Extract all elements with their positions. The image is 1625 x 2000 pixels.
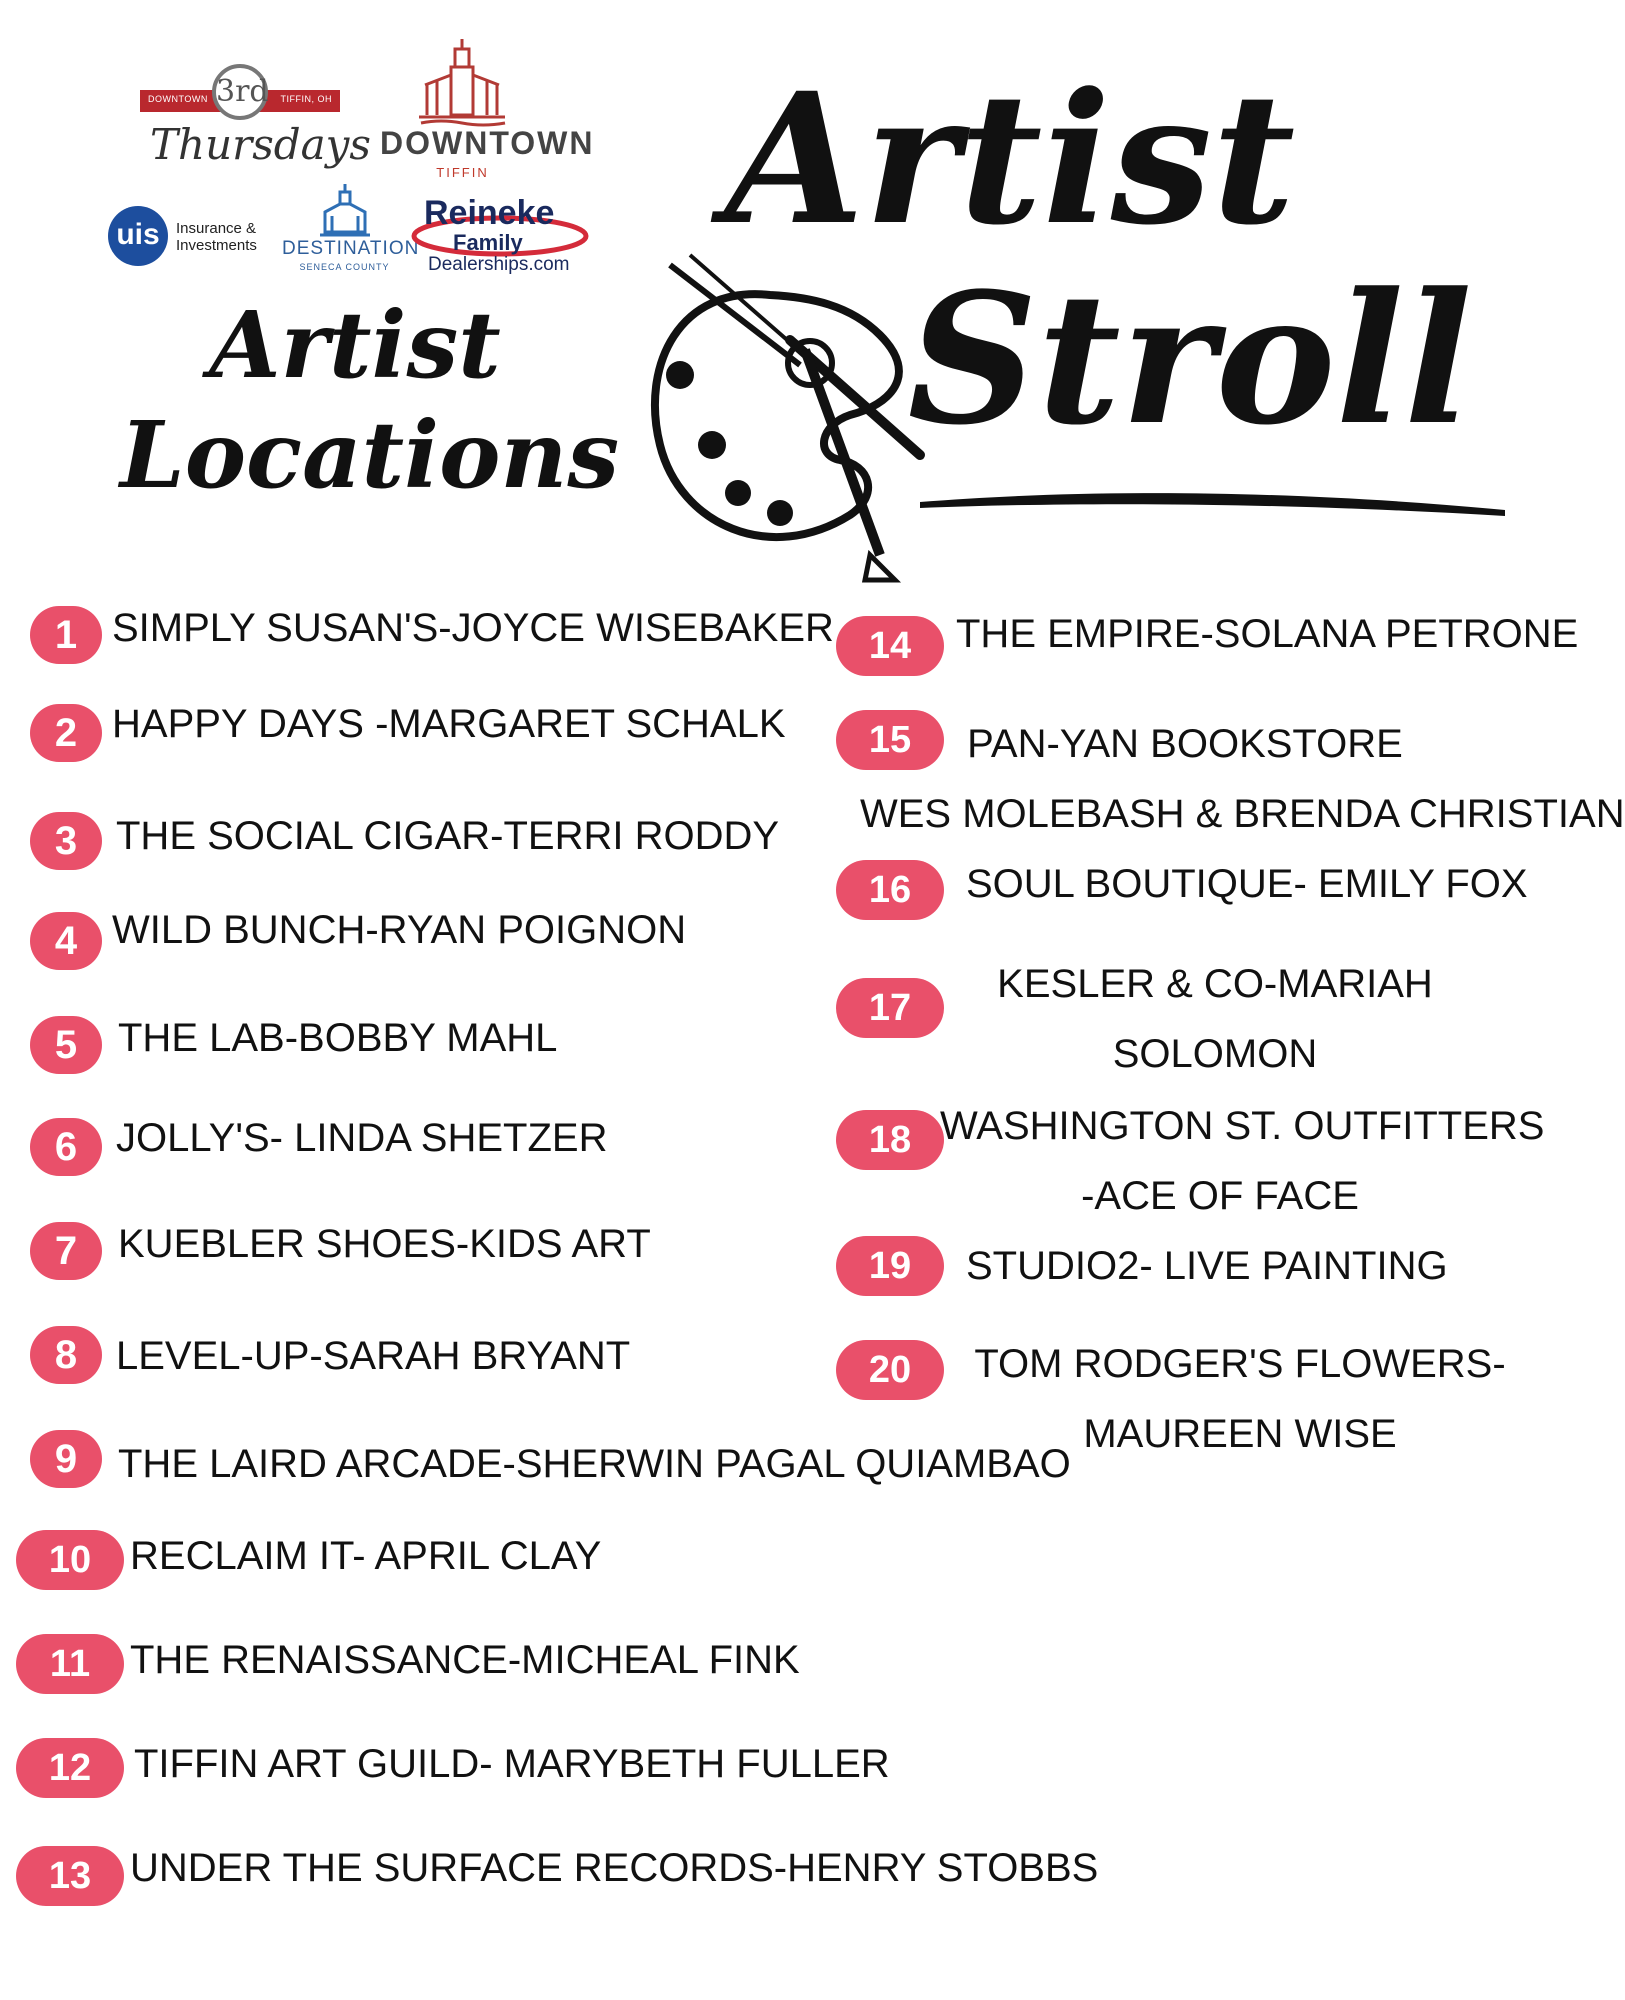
location-number-badge: 4 <box>30 912 102 970</box>
building-icon <box>320 182 370 237</box>
family-text: Family <box>453 230 523 255</box>
location-number-badge: 11 <box>16 1634 124 1694</box>
location-name-line: STUDIO2- LIVE PAINTING <box>966 1244 1448 1288</box>
logo-ordinal: 3rd <box>212 64 268 120</box>
downtown-tiffin-logo <box>380 35 595 185</box>
title-line2: Stroll <box>907 254 1473 465</box>
location-name-line: TOM RODGER'S FLOWERS- <box>974 1342 1506 1386</box>
location-name-line: LEVEL-UP-SARAH BRYANT <box>116 1334 631 1378</box>
location-name-line: THE LAIRD ARCADE-SHERWIN PAGAL QUIAMBAO <box>118 1442 1071 1486</box>
location-number-badge: 20 <box>836 1340 944 1400</box>
subtitle-line2: Locations <box>120 401 620 509</box>
location-name-line: WILD BUNCH-RYAN POIGNON <box>112 908 687 952</box>
destination-text: DESTINATION <box>282 238 420 259</box>
brush-stroke-underline <box>920 480 1510 520</box>
location-number-badge: 1 <box>30 606 102 664</box>
title-line1: Artist <box>724 54 1296 265</box>
tiffin-text: TIFFIN <box>436 165 489 180</box>
location-number-badge: 15 <box>836 710 944 770</box>
location-number-badge: 13 <box>16 1846 124 1906</box>
location-number-badge: 16 <box>836 860 944 920</box>
dealerships-text: Dealerships.com <box>428 254 570 275</box>
location-name-line: TIFFIN ART GUILD- MARYBETH FULLER <box>134 1742 890 1786</box>
location-name-line: -ACE OF FACE <box>1081 1174 1359 1218</box>
location-name-line: THE LAB-BOBBY MAHL <box>118 1016 558 1060</box>
location-number-badge: 8 <box>30 1326 102 1384</box>
location-number-badge: 7 <box>30 1222 102 1280</box>
uis-text <box>176 220 257 254</box>
location-name-line: SOLOMON <box>1112 1032 1318 1076</box>
location-name-line: KUEBLER SHOES-KIDS ART <box>118 1222 651 1266</box>
location-name-line: PAN-YAN BOOKSTORE <box>967 722 1403 766</box>
seneca-county-text: SENECA COUNTY <box>299 262 390 272</box>
location-name-line: SIMPLY SUSAN'S-JOYCE WISEBAKER <box>112 606 834 650</box>
third-thursdays-logo <box>140 58 371 169</box>
location-number-badge: 19 <box>836 1236 944 1296</box>
location-number-badge: 2 <box>30 704 102 762</box>
location-name-line: MAUREEN WISE <box>1083 1412 1397 1456</box>
location-name-line: WASHINGTON ST. OUTFITTERS <box>940 1104 1545 1148</box>
downtown-text: DOWNTOWN <box>380 125 595 161</box>
reineke-logo <box>408 190 588 280</box>
uis-line1: Insurance & <box>176 220 257 237</box>
uis-line2: Investments <box>176 237 257 254</box>
destination-logo <box>282 182 420 272</box>
reineke-text: Reineke <box>424 194 555 232</box>
location-number-badge: 10 <box>16 1530 124 1590</box>
logo-ribbon-left-text: DOWNTOWN <box>148 94 208 104</box>
location-number-badge: 18 <box>836 1110 944 1170</box>
courthouse-icon <box>415 35 510 125</box>
location-name-line: UNDER THE SURFACE RECORDS-HENRY STOBBS <box>130 1846 1099 1890</box>
location-name-line: THE EMPIRE-SOLANA PETRONE <box>956 612 1579 656</box>
location-name-line: KESLER & CO-MARIAH <box>997 962 1433 1006</box>
location-name-line: WES MOLEBASH & BRENDA CHRISTIAN <box>860 792 1625 836</box>
logo-script-text: Thursdays <box>150 120 371 169</box>
location-number-badge: 5 <box>30 1016 102 1074</box>
location-number-badge: 14 <box>836 616 944 676</box>
uis-mark: uis <box>108 206 168 266</box>
subtitle-line1: Artist <box>209 291 501 399</box>
location-name-line: RECLAIM IT- APRIL CLAY <box>130 1534 602 1578</box>
logo-ribbon-right-text: TIFFIN, OH <box>280 94 332 104</box>
location-number-badge: 12 <box>16 1738 124 1798</box>
location-number-badge: 17 <box>836 978 944 1038</box>
artist-locations-heading <box>120 290 620 510</box>
location-number-badge: 6 <box>30 1118 102 1176</box>
location-name-line: SOUL BOUTIQUE- EMILY FOX <box>966 862 1528 906</box>
uis-logo <box>108 206 288 266</box>
location-name-line: HAPPY DAYS -MARGARET SCHALK <box>112 702 786 746</box>
location-name-line: THE SOCIAL CIGAR-TERRI RODDY <box>116 814 780 858</box>
location-number-badge: 3 <box>30 812 102 870</box>
location-name-line: JOLLY'S- LINDA SHETZER <box>116 1116 608 1160</box>
location-number-badge: 9 <box>30 1430 102 1488</box>
location-name-line: THE RENAISSANCE-MICHEAL FINK <box>130 1638 800 1682</box>
